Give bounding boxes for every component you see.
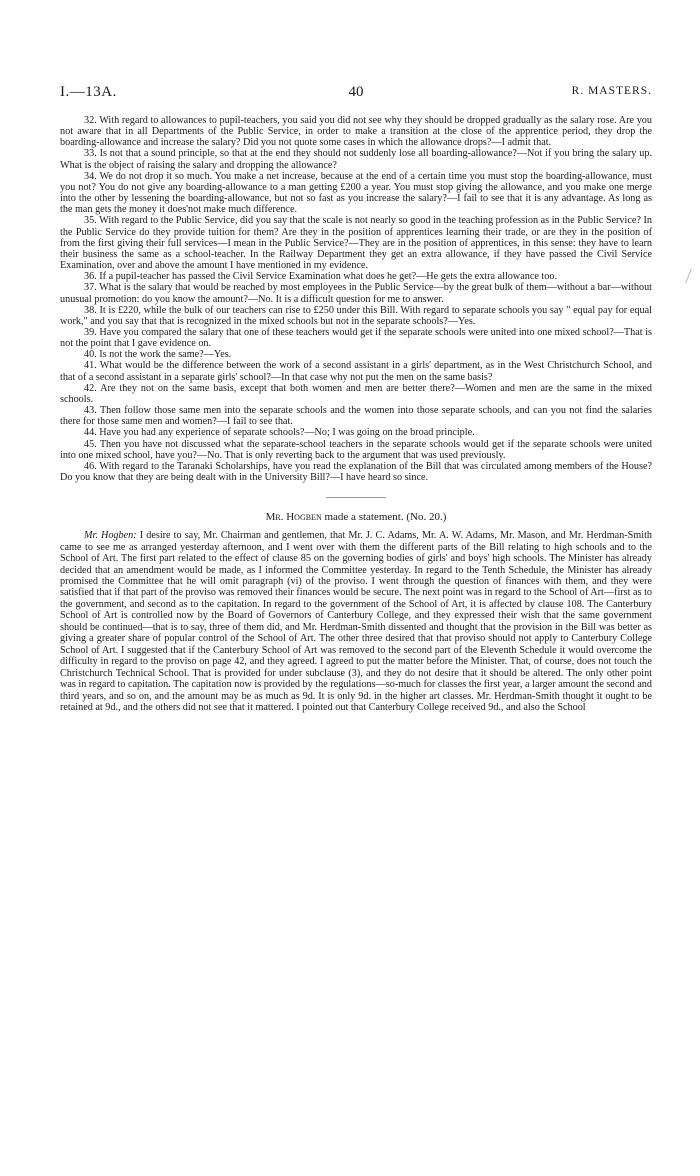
question-paragraph: 42. Are they not on the same basis, except that both women and men are better there?—Women and men are the same in the mixed schools. (60, 382, 652, 405)
document-reference: I.—13A. (60, 84, 117, 100)
statement-heading-rest: made a statement. (No. 20.) (324, 511, 447, 524)
question-paragraph: 38. It is £220, while the bulk of our teachers can rise to £250 under this Bill. With regard to separate schools you say " equal pay for equal work," and you say that that is recognized in the mixed schools but not in the separate schools?—Yes. (60, 304, 652, 327)
statement-paragraph (60, 530, 652, 713)
page-number: 40 (348, 84, 364, 100)
statement-heading (60, 511, 652, 523)
question-paragraph: 43. Then follow those same men into the separate schools and the women into those separate schools, and can you not find the salaries there for those same men and women?—I fail to see that. (60, 405, 652, 428)
question-paragraph: 35. With regard to the Public Service, did you say that the scale is not nearly so good in the teaching profession as in the Public Service? In the Public Service do they provide tuition for them? Are they in the position of apprentices learning their trade, or are they in the position of from the first giving their full services—I mean in the Public Service?—They are in the position of apprentices, in this sense: they have to learn their business the same as a school-teacher. In the Railway Department they get an extra allowance, if they have passed the Civil Service Examination, over and above the amount I have mentioned in my evidence. (60, 215, 652, 272)
question-paragraph: 39. Have you compared the salary that one of these teachers would get if the separate schools were united into one mixed school?—That is not the point that I gave evidence on. (60, 326, 652, 350)
question-paragraph: 32. With regard to allowances to pupil-teachers, you said you did not see why they should be dropped gradually as the salary rose. Are you not aware that in all Departments of the Public Service, in order to make a transition at the close of the apprentice period, they drop the boarding-allowance and increase the salary? Did you not quote some cases in which the allowance drops?—I admit that. (60, 115, 652, 149)
question-paragraph: 46. With regard to the Taranaki Scholarships, have you read the explanation of the Bill that was circulated among members of the House? Do you know that they are being dealt with in the University Bill?—I have heard so since. (60, 460, 652, 483)
page-body (60, 115, 652, 713)
section-divider (326, 497, 386, 498)
statement-text: I desire to say, Mr. Chairman and gentlemen, that Mr. J. C. Adams, Mr. A. W. Adams, Mr. Mason, and Mr. Herdman-Smith came to see me as arranged yesterday afternoon, and I went over with them the different parts of the Bill relating to high schools and to the School of Art. The first part related to the effect of clause 85 on the governing bodies of girls' and boys' high schools. The Minister has already decided that an amendment would be made, as I informed the Committee yesterday. In regard to the Tenth Schedule, the Minister has already promised the Committee that he will omit paragraph (vi) of the proviso. I went through the question of finances with them, and they were satisfied that if that part of the proviso was removed their finances would be secure. The next point was in regard to the School of Art—first as to the government, and second as to the capitation. In regard to the government of the School of Art, it is affected by clause 108. The Canterbury School of Art is controlled now by the Board of Governors of Canterbury College, and they expressed their wish that the same government should be continued—that is to say, three of them did, and Mr. Herdman-Smith dissented and thought that the provision in the Bill was better as giving a greater share of popular control of the School of Art. The other three desired that that proviso should not apply to Canterbury College School of Art. I suggested that if the Canterbury School of Art was removed to the second part of the Eleventh Schedule it would overcome the difficulty in regard to the proviso on page 42, and they agreed. I agreed to put the matter before the Minister. That, of course, does not touch the Christchurch Technical School. That is provided for under subclause (3), and they do not desire that it should be altered. The only other point was in regard to capitation. The capitation now is provided by the regulations—so-much for classes the first year, a larger amount the second and third years, and so on, and the amount may be as much as 9d. It is only 9d. in the higher art classes. Mr. Herdman-Smith thought it ought to be retained at 9d., and the others did not see that it mattered. I pointed out that Canterbury College received 9d., and also the School (60, 530, 652, 713)
question-paragraph: 40. Is not the work the same?—Yes. (84, 349, 232, 361)
question-paragraph: 33. Is not that a sound principle, so that at the end they should not suddenly lose all boarding-allowance?—Not if you bring the salary up. What is the object of raising the salary and dropping the allowance? (60, 148, 652, 171)
margin-pencil-mark (685, 268, 692, 283)
question-paragraph: 45. Then you have not discussed what the separate-school teachers in the separate schools would get if the separate schools were united into one mixed school, have you?—No. That is only reverting back to the argument that was used previously. (60, 438, 652, 461)
page-header (60, 84, 652, 104)
question-paragraph: 36. If a pupil-teacher has passed the Civil Service Examination what does he get?—He gets the extra allowance too. (84, 271, 557, 283)
question-paragraph: 34. We do not drop it so much. You make a net increase, because at the end of a certain time you must stop the boarding-allowance, must you not? You do not give any boarding-allowance to a man getting £200 a year. You must stop giving the allowance, and you make one merge into the other by lessening the boarding-allowance, but not so fast as you increase the salary?—I fail to see that it is any advantage. As long as the man gets the money it does'not make much difference. (60, 170, 652, 216)
question-list (60, 115, 652, 483)
question-paragraph: 37. What is the salary that would be reached by most employees in the Public Service—by the great bulk of them—without a bar—without unusual promotion: do you know the amount?—No. It is a difficult question for me to answer. (60, 282, 652, 305)
witness-name: R. MASTERS. (571, 85, 652, 97)
statement-speaker: Mr. Hogben: (84, 530, 137, 542)
question-paragraph: 44. Have you had any experience of separate schools?—No; I was going on the broad principle. (84, 427, 475, 439)
question-paragraph: 41. What would be the difference between the work of a second assistant in a girls' department, as in the West Christchurch School, and that of a second assistant in a separate girls' school?—In that case why not put the men on the same basis? (60, 360, 652, 383)
statement-heading-name: Mr. Hogben (265, 511, 322, 524)
